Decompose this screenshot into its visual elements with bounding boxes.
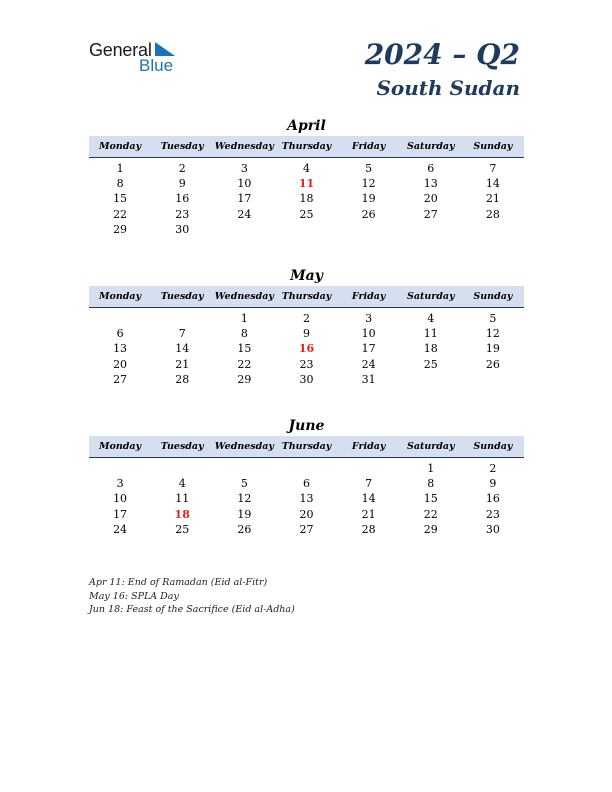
day-cell: 21 xyxy=(175,357,190,371)
week-row xyxy=(89,311,524,326)
day-cell: 19 xyxy=(237,507,252,521)
day-cell: 23 xyxy=(485,507,500,521)
day-cell: 10 xyxy=(113,492,128,506)
holiday-day-cell: 16 xyxy=(298,342,315,356)
day-cell: 30 xyxy=(175,222,190,236)
month-june xyxy=(89,416,524,537)
weekday-label: Saturday xyxy=(406,291,455,302)
day-cell: 11 xyxy=(175,492,190,506)
weekday-label: Friday xyxy=(351,441,386,452)
weekday-label: Wednesday xyxy=(214,291,274,302)
week-row xyxy=(89,522,524,537)
weekday-label: Tuesday xyxy=(160,441,204,452)
week-row xyxy=(89,507,524,522)
weekday-label: Sunday xyxy=(473,291,513,302)
day-cell: 27 xyxy=(299,522,314,536)
day-cell: 11 xyxy=(423,327,438,341)
day-cell: 9 xyxy=(302,327,310,341)
day-cell: 28 xyxy=(361,522,376,536)
day-cell: 20 xyxy=(423,192,438,206)
day-cell: 3 xyxy=(240,162,248,176)
day-cell: 28 xyxy=(485,207,500,221)
page-title: 2024 – Q2 xyxy=(364,38,520,71)
weekday-label: Monday xyxy=(99,141,142,152)
day-cell: 12 xyxy=(361,177,376,191)
day-cell: 30 xyxy=(299,372,314,386)
day-cell: 22 xyxy=(237,357,252,371)
day-cell: 13 xyxy=(113,342,128,356)
holiday-day-cell: 18 xyxy=(174,507,190,521)
weekday-label: Tuesday xyxy=(160,141,204,152)
month-april xyxy=(89,116,524,237)
day-cell: 25 xyxy=(299,207,314,221)
day-cell: 6 xyxy=(302,477,310,491)
day-cell: 4 xyxy=(302,162,310,176)
week-row xyxy=(89,491,524,506)
day-cell: 20 xyxy=(299,507,314,521)
day-cell: 6 xyxy=(116,327,124,341)
day-cell: 29 xyxy=(237,372,252,386)
day-cell: 10 xyxy=(361,327,376,341)
day-cell: 16 xyxy=(175,192,190,206)
weekday-label: Monday xyxy=(99,291,142,302)
day-cell: 13 xyxy=(299,492,314,506)
weekday-label: Friday xyxy=(351,291,386,302)
month-name: June xyxy=(288,418,325,434)
day-cell: 25 xyxy=(423,357,438,371)
day-cell: 14 xyxy=(361,492,376,506)
day-cell: 25 xyxy=(175,522,190,536)
week-row xyxy=(89,357,524,372)
weekday-label: Friday xyxy=(351,141,386,152)
day-cell: 29 xyxy=(423,522,438,536)
day-cell: 15 xyxy=(237,342,252,356)
day-cell: 30 xyxy=(485,522,500,536)
day-cell: 1 xyxy=(240,312,248,326)
day-cell: 7 xyxy=(178,327,186,341)
week-row xyxy=(89,191,524,206)
weekday-label: Saturday xyxy=(406,141,455,152)
day-cell: 29 xyxy=(113,222,128,236)
holiday-note: Jun 18: Feast of the Sacrifice (Eid al-Adha) xyxy=(89,604,295,615)
weekday-label: Thursday xyxy=(281,441,332,452)
day-cell: 2 xyxy=(302,312,310,326)
weekday-header-row xyxy=(89,136,524,158)
month-name: April xyxy=(287,118,326,134)
day-cell: 8 xyxy=(240,327,248,341)
day-cell: 23 xyxy=(299,357,314,371)
day-cell: 27 xyxy=(113,372,128,386)
day-cell: 7 xyxy=(365,477,373,491)
month-may xyxy=(89,266,524,387)
day-cell: 17 xyxy=(113,507,128,521)
weekday-label: Wednesday xyxy=(214,441,274,452)
month-name: May xyxy=(290,268,323,284)
day-cell: 27 xyxy=(423,207,438,221)
weekday-label: Saturday xyxy=(406,441,455,452)
day-cell: 5 xyxy=(240,477,248,491)
day-cell: 12 xyxy=(237,492,252,506)
weekday-label: Thursday xyxy=(281,291,332,302)
holiday-notes xyxy=(89,576,295,617)
day-cell: 21 xyxy=(485,192,500,206)
day-cell: 8 xyxy=(427,477,435,491)
day-cell: 5 xyxy=(489,312,497,326)
day-cell: 2 xyxy=(489,462,497,476)
day-cell: 16 xyxy=(485,492,500,506)
week-row xyxy=(89,326,524,341)
day-cell: 14 xyxy=(485,177,500,191)
weekday-header-row xyxy=(89,286,524,308)
day-cell: 1 xyxy=(427,462,435,476)
day-cell: 4 xyxy=(427,312,435,326)
day-cell: 28 xyxy=(175,372,190,386)
day-cell: 22 xyxy=(113,207,128,221)
day-cell: 4 xyxy=(178,477,186,491)
day-cell: 23 xyxy=(175,207,190,221)
day-cell: 12 xyxy=(485,327,500,341)
day-cell: 10 xyxy=(237,177,252,191)
day-cell: 17 xyxy=(361,342,376,356)
day-cell: 9 xyxy=(178,177,186,191)
country-name: South Sudan xyxy=(376,76,520,100)
day-cell: 20 xyxy=(113,357,128,371)
day-cell: 15 xyxy=(423,492,438,506)
weekday-label: Sunday xyxy=(473,441,513,452)
week-row xyxy=(89,176,524,191)
brand-logo xyxy=(89,40,189,76)
logo-word-general: General xyxy=(89,40,152,60)
holiday-note: Apr 11: End of Ramadan (Eid al-Fitr) xyxy=(89,577,268,588)
day-cell: 8 xyxy=(116,177,124,191)
day-cell: 26 xyxy=(485,357,500,371)
weekday-label: Thursday xyxy=(281,141,332,152)
day-cell: 6 xyxy=(427,162,435,176)
day-cell: 7 xyxy=(489,162,497,176)
day-cell: 24 xyxy=(113,522,128,536)
day-cell: 15 xyxy=(113,192,128,206)
day-cell: 31 xyxy=(361,372,376,386)
holiday-note: May 16: SPLA Day xyxy=(89,590,179,602)
week-row xyxy=(89,207,524,222)
week-row xyxy=(89,372,524,387)
day-cell: 3 xyxy=(365,312,373,326)
day-cell: 17 xyxy=(237,192,252,206)
day-cell: 14 xyxy=(175,342,190,356)
day-cell: 24 xyxy=(361,357,376,371)
day-cell: 2 xyxy=(178,162,186,176)
weekday-label: Tuesday xyxy=(160,291,204,302)
day-cell: 9 xyxy=(489,477,497,491)
week-row xyxy=(89,476,524,491)
day-cell: 26 xyxy=(237,522,252,536)
holiday-day-cell: 11 xyxy=(298,177,315,191)
day-cell: 18 xyxy=(423,342,438,356)
day-cell: 19 xyxy=(361,192,376,206)
day-cell: 3 xyxy=(116,477,124,491)
day-cell: 22 xyxy=(423,507,438,521)
day-cell: 18 xyxy=(299,192,314,206)
day-cell: 26 xyxy=(361,207,376,221)
day-cell: 5 xyxy=(365,162,373,176)
logo-triangle-icon xyxy=(155,42,175,56)
weekday-header-row xyxy=(89,436,524,458)
day-cell: 1 xyxy=(116,162,124,176)
logo-word-blue: Blue xyxy=(139,56,174,75)
week-row xyxy=(89,161,524,176)
day-cell: 24 xyxy=(237,207,252,221)
weekday-label: Wednesday xyxy=(214,141,274,152)
week-row xyxy=(89,222,524,237)
weekday-label: Sunday xyxy=(473,141,513,152)
week-row xyxy=(89,461,524,476)
day-cell: 21 xyxy=(361,507,376,521)
day-cell: 19 xyxy=(485,342,500,356)
week-row xyxy=(89,341,524,356)
weekday-label: Monday xyxy=(99,441,142,452)
day-cell: 13 xyxy=(423,177,438,191)
